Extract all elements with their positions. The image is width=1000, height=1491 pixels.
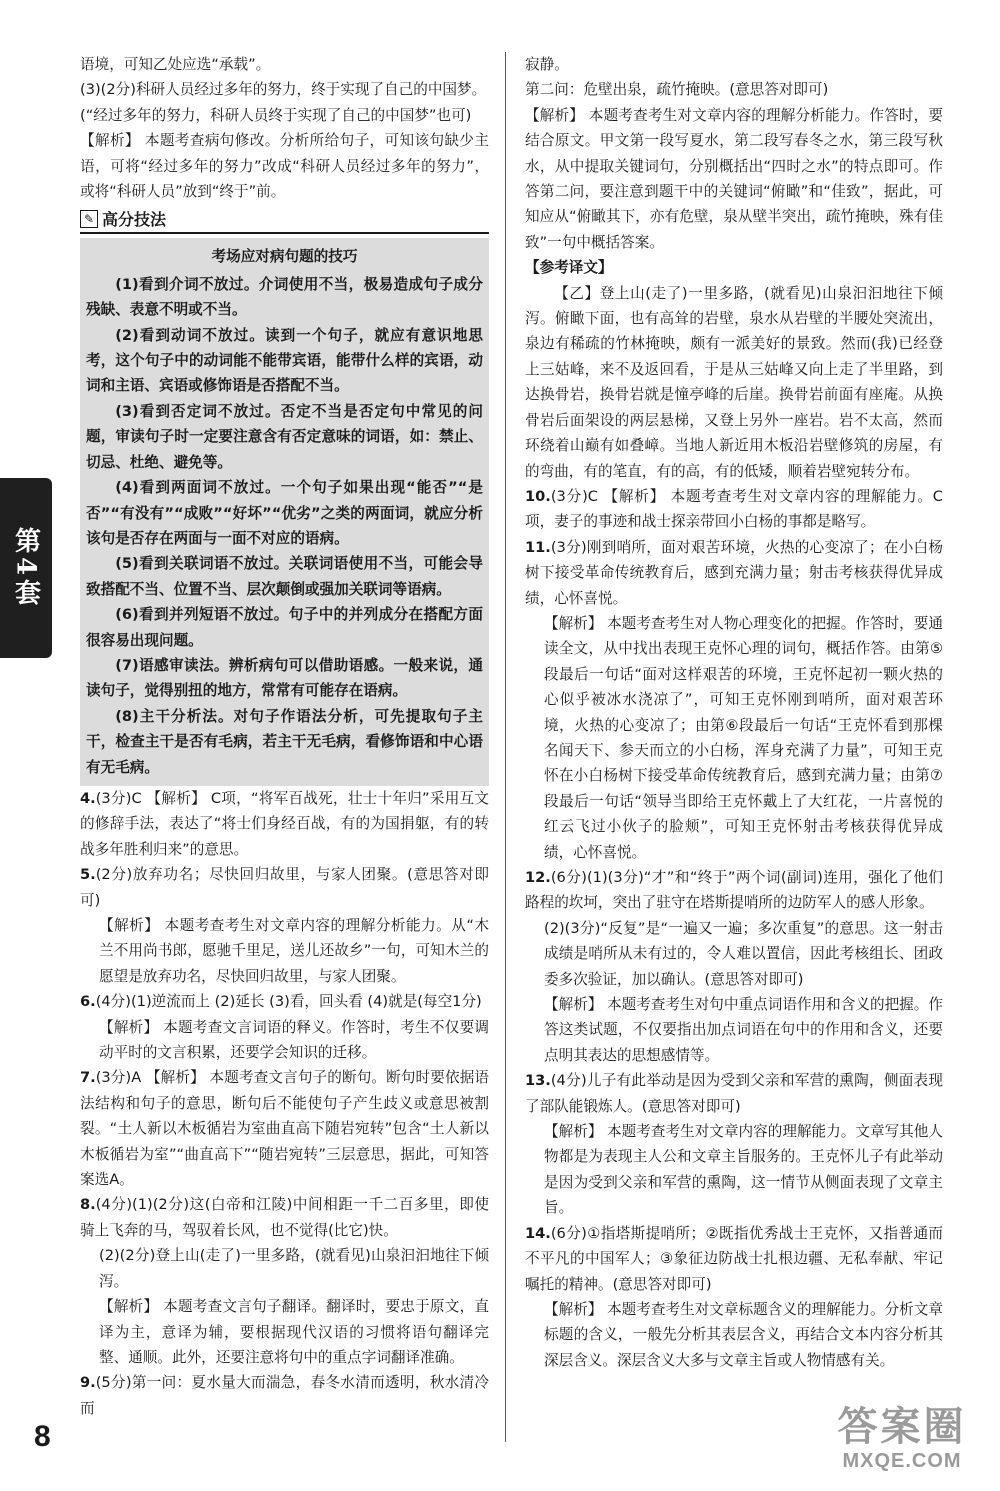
text-line: (3)(2分)科研人员经过多年的努力，终于实现了自己的中国梦。 — [80, 81, 487, 99]
answer-text: 【解析】 本题考查考生对文章标题含义的理解能力。分析文章标题的含义，一般先分析其表层含义，再结合文本内容分析其深层含义。深层含义大多与文章主旨或人物情感有关。 — [544, 1300, 943, 1369]
answer-list — [80, 786, 489, 1421]
text-line: 寂静。 — [525, 56, 569, 73]
tip-item: (4)看到两面词不放过。一个句子如果出现“能否”“是否”“有没有”“成败”“好坏”“优劣”之类的两面词，就应分析该句是否存在两面与一面不对应的语病。 — [86, 479, 483, 547]
answer-item — [80, 1294, 489, 1370]
answer-item — [80, 913, 489, 989]
answer-text: 【解析】 本题考查考生对文章内容的理解分析能力。从“木兰不用尚书郎，愿驰千里足，送儿还故乡”一句，可知木兰的愿望是放弃功名，尽快回归故里，与家人团聚。 — [99, 917, 489, 985]
answer-item — [80, 989, 489, 1014]
answer-text: 【解析】 本题考查文言词语的释义。作答时，考生不仅要调动平时的文言积累，还要学会知识的迁移。 — [99, 1018, 489, 1062]
answer-text: 【解析】 本题考查考生对文章内容的理解能力。文章写其他人物都是为表现主人公和文章主旨服务的。王克怀儿子有此举动是因为受到父亲和军营的熏陶，这一情节从侧面表现了文章主旨。 — [544, 1123, 943, 1217]
question-number: 11. — [525, 538, 551, 556]
answer-text: 【解析】 本题考查文言句子翻译。翻译时，要忠于原文，直译为主，意译为辅，要根据现代汉语的习惯将语句翻译完整、通顺。此外，还要注意将句中的重点字词翻译准确。 — [99, 1298, 489, 1366]
answer-text: 【解析】 本题考查考生对句中重点词语作用和含义的把握。作答这类试题，不仅要指出加点词语在句中的作用和含义，还要点明其表达的思想感情等。 — [544, 996, 943, 1064]
tip-item: (1)看到介词不放过。介词使用不当，极易造成句子成分残缺、表意不明或不当。 — [86, 275, 483, 319]
reference-translation-label: 【参考译文】 — [525, 259, 613, 277]
question-number: 5. — [80, 866, 96, 884]
answer-item — [525, 1119, 943, 1221]
question-number: 12. — [525, 869, 551, 886]
text-line: 语境，可知乙处应选“承载”。 — [80, 56, 271, 73]
text-line: 第二问：危壁出泉，疏竹掩映。(意思答对即可) — [525, 81, 829, 99]
answer-item — [525, 484, 943, 535]
page-number: 8 — [34, 1420, 51, 1453]
answer-text: (4分)儿子有此举动是因为受到父亲和军营的熏陶，侧面表现了部队能锻炼人。(意思答对即可) — [525, 1072, 943, 1115]
question-number: 7. — [80, 1069, 96, 1087]
answer-text: (3分)刚到哨所，面对艰苦环境，火热的心变凉了；在小白杨树下接受革命传统教育后，感到充满力量；射击考核获得优异成绩，心怀喜悦。 — [525, 538, 943, 607]
set-number-tab: 第4套 — [0, 478, 52, 658]
answer-item — [80, 1243, 489, 1294]
question-number: 6. — [80, 993, 96, 1011]
answer-text: (3分)C 【解析】 C项，“将军百战死，壮士十年归”采用互文的修辞手法，表达了“将士们身经百战，有的为国捐躯，有的转战多年胜利归来”的意思。 — [80, 789, 489, 858]
answer-text: (4分)(1)逆流而上 (2)延长 (3)看，回头看 (4)就是(每空1分) — [95, 993, 482, 1011]
answer-text: (4分)(1)(2分)这(白帝和江陵)中间相距一千二百多里，即使骑上飞奔的马，驾驭着长风，也不觉得(比它)快。 — [80, 1196, 489, 1239]
answer-item — [80, 1015, 489, 1066]
answer-text: (3分)A 【解析】 本题考查文言句子的断句。断句时要依据语法结构和句子的意思，断句后不能使句子产生歧义或意思被割裂。“土人新以木板循岩为室曲直高下随岩宛转”包含“土人新以木板循岩为室”“曲直高下”“随岩宛转”三层意思，据此，可知答案选A。 — [80, 1069, 489, 1189]
question-number: 9. — [80, 1374, 96, 1392]
answer-text: (3分)C 【解析】 本题考查考生对文章内容的理解能力。C项，妻子的事迹和战士探亲带回小白杨的事都是略写。 — [525, 487, 943, 531]
answer-text: (2分)放弃功名；尽快回归故里，与家人团聚。(意思答对即可) — [80, 866, 489, 909]
answer-text: (6分)①指塔斯提哨所；②既指优秀战士王克怀，又指普通而不平凡的中国军人；③象征边防战士扎根边疆、无私奉献、牢记嘱托的精神。(意思答对即可) — [525, 1224, 943, 1293]
tips-title: 考场应对病句题的技巧 — [211, 248, 358, 266]
answer-item — [525, 916, 943, 992]
answer-item — [525, 992, 943, 1068]
right-column — [525, 52, 943, 1373]
watermark-text: 答案圈 — [837, 1405, 967, 1449]
answer-item — [525, 535, 943, 611]
answer-item — [80, 1370, 489, 1421]
tip-item: (5)看到关联词语不放过。关联词语使用不当，可能会导致搭配不当、位置不当、层次颠倒或强加关联词等语病。 — [86, 555, 483, 598]
answer-text: (6分)(1)(3分)“才”和“终于”两个词(副词)连用，强化了他们路程的坎坷，突出了驻守在塔斯提哨所的边防军人的感人形象。 — [525, 869, 943, 912]
tip-item: (3)看到否定词不放过。否定不当是否定句中常见的问题，审读句子时一定要注意含有否定意味的词语，如：禁止、切忌、杜绝、避免等。 — [86, 402, 483, 471]
text-line: (“经过多年的努力，科研人员终于实现了自己的中国梦”也可) — [80, 106, 472, 124]
question-number: 4. — [80, 789, 96, 807]
watermark-url: MXQE.COM — [842, 1450, 962, 1472]
question-number: 14. — [525, 1224, 551, 1242]
question-number: 10. — [525, 487, 551, 505]
answer-item — [525, 1221, 943, 1297]
tip-item: (2)看到动词不放过。读到一个句子，就应有意识地思考，这个句子中的动词能不能带宾语，能带什么样的宾语，动词和主语、宾语或修饰语是否搭配不当。 — [86, 326, 483, 395]
column-divider — [505, 52, 506, 1442]
translation-paragraph: 【乙】登上山(走了)一里多路，(就看见)山泉汩汩地往下倾泻。俯瞰下面，也有高耸的岩壁，泉水从岩壁的半腰处突流出，泉边有稀疏的竹林掩映，颇有一派美好的景致。然而(我)已经登上三姑峰，来不及返回看，于是从三姑峰又向上走了半里路，到达换骨岩，换骨岩就是憧亭峰的后崖。换骨岩前面有座庵。从换骨岩后面架设的两层悬梯，又登上另外一座岩。岩不太高，然而环绕着山巅有如叠嶂。当地人新近用木板沿岩壁修筑的房屋，有的弯曲，有的笔直，有的高，有的低矮，顺着岩壁宛转分布。 — [525, 284, 943, 480]
pencil-icon: ✎ — [80, 210, 98, 228]
answer-text: (2)(2分)登上山(走了)一里多路，(就看见)山泉汩汩地往下倾泻。 — [99, 1247, 489, 1290]
answer-item — [80, 1192, 489, 1243]
answer-item — [525, 865, 943, 916]
answer-item — [80, 786, 489, 862]
question-number: 8. — [80, 1196, 96, 1214]
answer-item — [525, 1068, 943, 1119]
tip-item: (6)看到并列短语不放过。句子中的并列成分在搭配方面很容易出现问题。 — [86, 606, 483, 649]
answer-item — [80, 1065, 489, 1192]
answer-item — [80, 862, 489, 913]
question-number: 13. — [525, 1072, 551, 1090]
left-column — [80, 52, 489, 1421]
section-header — [80, 206, 489, 234]
tip-item: (8)主干分析法。对句子作语法分析，可先提取句子主干，检查主干是否有毛病，若主干无毛病，看修饰语和中心语有无毛病。 — [86, 707, 483, 776]
explanation-paragraph: 【解析】 本题考查考生对文章内容的理解分析能力。作答时，要结合原文。甲文第一段写夏水，第二段写春冬之水，第三段写秋水，从中提取关键词句，分别概括出“四时之水”的特点即可。作答第二问，要注意到题干中的关键词“俯瞰”和“佳致”，据此，可知应从“俯瞰其下，亦有危壁，泉从壁半突出，疏竹掩映，殊有佳致”一句中概括答案。 — [525, 106, 943, 251]
answer-item — [525, 1297, 943, 1373]
tips-box — [80, 238, 489, 786]
tip-item: (7)语感审读法。辨析病句可以借助语感。一般来说，通读句子，觉得别扭的地方，常常有可能存在语病。 — [86, 656, 483, 700]
answer-text: 【解析】 本题考查考生对人物心理变化的把握。作答时，要通读全文，从中找出表现王克怀心理的词句，概括作答。由第⑤段最后一句话“面对这样艰苦的环境，王克怀起初一颗火热的心似乎被冰水浇凉了”，可知王克怀刚到哨所，面对艰苦环境，火热的心变凉了；由第⑥段最后一句话“王克怀看到那棵名闻天下、参天而立的小白杨，浑身充满了力量”，可知王克怀在小白杨树下接受革命传统教育后，感到充满力量；由第⑦段最后一句话“领导当即给王克怀戴上了大红花，一片喜悦的红云飞过小伙子的脸颊”，可知王克怀射击考核获得优异成绩，心怀喜悦。 — [544, 614, 943, 861]
explanation-paragraph: 【解析】 本题考查病句修改。分析所给句子，可知该句缺少主语，可将“经过多年的努力”改成“科研人员经过多年的努力”，或将“科研人员”放到“终于”前。 — [80, 132, 489, 201]
watermark-logo — [818, 1404, 986, 1482]
answer-item — [525, 611, 943, 865]
section-title: 高分技法 — [102, 209, 167, 229]
answer-text: (5分)第一问：夏水量大而湍急，春冬水清而透明，秋水清冷而 — [80, 1374, 489, 1417]
answer-text: (2)(3分)“反复”是“一遍又一遍；多次重复”的意思。这一射击成绩是哨所从未有过的，令人难以置信，因此考核组长、团政委多次验证，加以确认。(意思答对即可) — [544, 919, 943, 988]
